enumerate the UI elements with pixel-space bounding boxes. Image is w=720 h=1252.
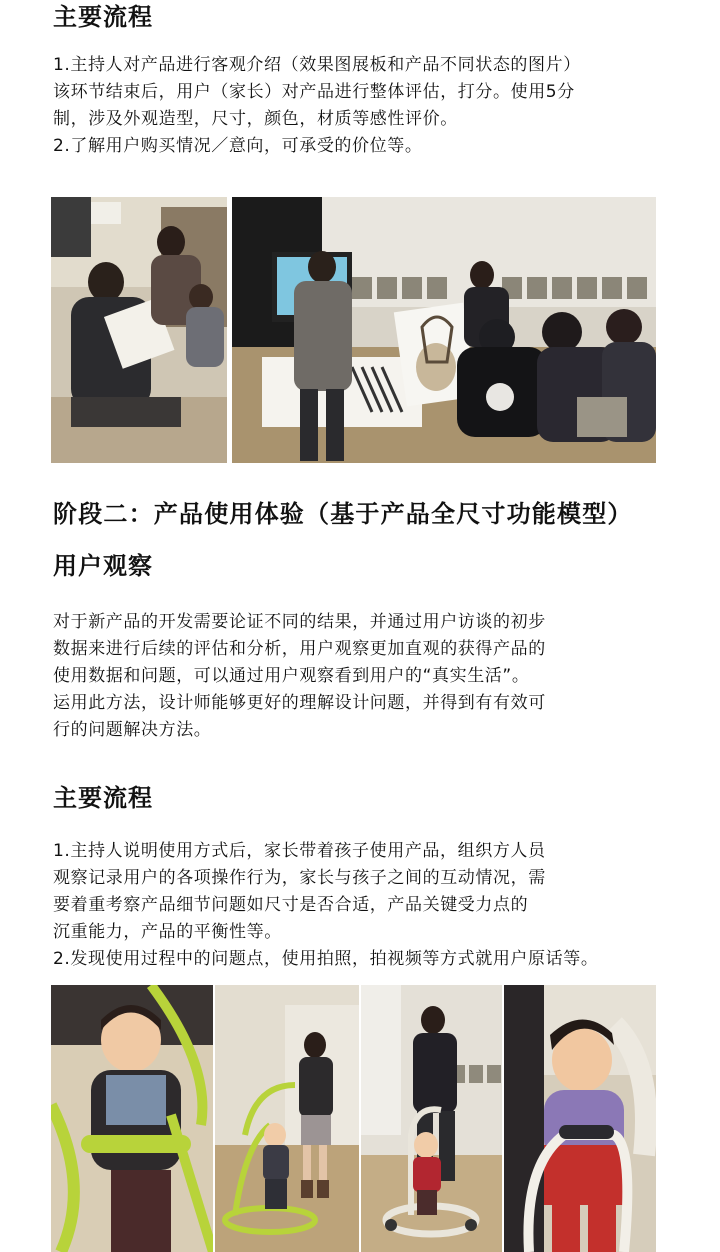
paragraph-line: 2.了解用户购买情况／意向，可承受的价位等。 — [53, 136, 423, 156]
paragraph-line: 1.主持人对产品进行客观介绍（效果图展板和产品不同状态的图片） — [53, 55, 581, 75]
section2-paragraph — [53, 838, 713, 973]
observation-paragraph — [53, 609, 713, 744]
user-observation-heading: 用户观察 — [53, 552, 153, 580]
paragraph-line: 观察记录用户的各项操作行为，家长与孩子之间的互动情况，需 — [53, 868, 546, 888]
paragraph-line: 1.主持人说明使用方式后，家长带着孩子使用产品，组织方人员 — [53, 841, 546, 861]
paragraph-line: 数据来进行后续的评估和分析，用户观察更加直观的获得产品的 — [53, 639, 546, 659]
paragraph-line: 对于新产品的开发需要论证不同的结果，并通过用户访谈的初步 — [53, 612, 546, 632]
section-heading-main-process-2: 主要流程 — [53, 784, 153, 812]
paragraph-line: 运用此方法，设计师能够更好的理解设计问题，并得到有有效可 — [53, 693, 546, 713]
photo-smiling-child-walker — [504, 985, 656, 1252]
photo-child-in-walker-closeup — [51, 985, 213, 1252]
paragraph-line: 2.发现使用过程中的问题点，使用拍照，拍视频等方式就用户原话等。 — [53, 949, 599, 969]
paragraph-line: 沉重能力，产品的平衡性等。 — [53, 922, 282, 942]
section1-paragraph — [53, 52, 713, 160]
paragraph-line: 该环节结束后，用户（家长）对产品进行整体评估，打分。使用5分 — [53, 82, 575, 102]
photo-parents-evaluating — [51, 197, 227, 463]
paragraph-line: 制，涉及外观造型，尺寸，颜色，材质等感性评价。 — [53, 109, 458, 129]
paragraph-line: 行的问题解决方法。 — [53, 720, 212, 740]
photo-mother-and-child-walker — [215, 985, 359, 1252]
photo-product-presentation — [232, 197, 656, 463]
paragraph-line: 要着重考察产品细节问题如尺寸是否合适，产品关键受力点的 — [53, 895, 529, 915]
paragraph-line: 使用数据和问题，可以通过用户观察看到用户的“真实生活”。 — [53, 666, 530, 686]
stage-two-heading: 阶段二：产品使用体验（基于产品全尺寸功能模型） — [53, 500, 633, 528]
photo-father-and-child-walker — [361, 985, 502, 1252]
section-heading-main-process-1: 主要流程 — [53, 3, 153, 31]
